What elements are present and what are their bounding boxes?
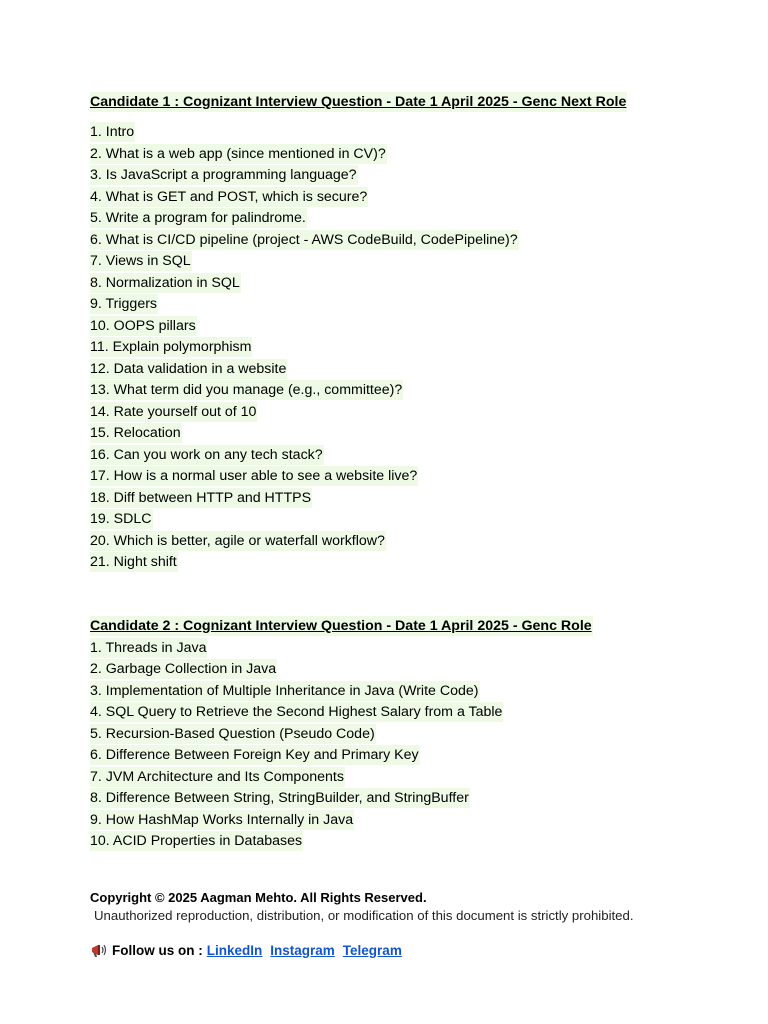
question-item: [90, 359, 730, 381]
question-text: 21. Night shift: [90, 554, 177, 570]
instagram-link[interactable]: Instagram: [270, 942, 335, 958]
question-text: 1. Threads in Java: [90, 639, 207, 656]
question-item: [90, 316, 730, 338]
question-item: [90, 445, 730, 467]
question-text: 2. Garbage Collection in Java: [90, 661, 277, 677]
question-item: [90, 380, 730, 402]
question-item: [90, 767, 730, 789]
question-text: 13. What term did you manage (e.g., committee)?: [90, 382, 403, 398]
follow-us-row: [90, 942, 406, 958]
telegram-link[interactable]: Telegram: [342, 942, 402, 958]
question-item: [90, 509, 730, 531]
question-item: [90, 788, 730, 810]
question-item: [90, 122, 730, 144]
question-text: 17. How is a normal user able to see a website live?: [90, 468, 418, 484]
follow-label: Follow us on :: [112, 942, 203, 958]
copyright-notice: Unauthorized reproduction, distribution, or modification of this document is strictly prohibited.: [94, 908, 634, 923]
question-text: 7. Views in SQL: [90, 253, 191, 269]
question-text: 8. Difference Between String, StringBuilder, and StringBuffer: [90, 790, 469, 806]
question-text: 11. Explain polymorphism: [90, 339, 252, 355]
copyright-text: Copyright © 2025 Aagman Mehto. All Rights Reserved.: [90, 890, 427, 905]
question-item: [90, 337, 730, 359]
section1-title: Candidate 1 : Cognizant Interview Question - Date 1 April 2025 - Genc Next Role: [90, 94, 627, 110]
question-text: 9. Triggers: [90, 296, 158, 312]
question-item: [90, 208, 730, 230]
section-gap: [90, 574, 730, 616]
question-text: 1. Intro: [90, 124, 135, 140]
question-text: 9. How HashMap Works Internally in Java: [90, 811, 354, 828]
question-text: 2. What is a web app (since mentioned in CV)?: [90, 145, 386, 162]
question-item: [90, 638, 730, 660]
section2-title: Candidate 2 : Cognizant Interview Question - Date 1 April 2025 - Genc Role: [90, 617, 592, 634]
question-text: 6. What is CI/CD pipeline (project - AWS CodeBuild, CodePipeline)?: [90, 231, 518, 248]
question-text: 16. Can you work on any tech stack?: [90, 446, 323, 463]
question-item: [90, 552, 730, 574]
question-item: [90, 810, 730, 832]
question-item: [90, 402, 730, 424]
question-text: 20. Which is better, agile or waterfall workflow?: [90, 532, 385, 549]
section2-question-list: [90, 638, 730, 853]
question-item: [90, 423, 730, 445]
question-text: 10. OOPS pillars: [90, 317, 196, 334]
question-item: [90, 144, 730, 166]
question-item: [90, 659, 730, 681]
question-text: 15. Relocation: [90, 425, 181, 441]
question-text: 10. ACID Properties in Databases: [90, 833, 303, 849]
question-text: 5. Recursion-Based Question (Pseudo Code): [90, 725, 375, 742]
question-item: [90, 273, 730, 295]
question-text: 3. Implementation of Multiple Inheritance in Java (Write Code): [90, 682, 479, 699]
question-text: 4. What is GET and POST, which is secure?: [90, 188, 368, 205]
megaphone-icon: [90, 942, 108, 958]
question-item: [90, 230, 730, 252]
question-item: [90, 466, 730, 488]
question-item: [90, 165, 730, 187]
question-item: [90, 531, 730, 553]
question-item: [90, 251, 730, 273]
section1-heading-row: [90, 92, 730, 122]
question-item: [90, 294, 730, 316]
linkedin-link[interactable]: LinkedIn: [206, 942, 263, 958]
question-text: 19. SDLC: [90, 511, 152, 527]
question-text: 8. Normalization in SQL: [90, 274, 240, 291]
question-item: [90, 745, 730, 767]
question-text: 7. JVM Architecture and Its Components: [90, 768, 344, 785]
question-text: 12. Data validation in a website: [90, 360, 287, 377]
question-item: [90, 702, 730, 724]
question-item: [90, 187, 730, 209]
section2-heading-row: [90, 616, 730, 638]
question-item: [90, 488, 730, 510]
question-item: [90, 681, 730, 703]
question-item: [90, 724, 730, 746]
question-text: 18. Diff between HTTP and HTTPS: [90, 489, 312, 506]
question-text: 6. Difference Between Foreign Key and Primary Key: [90, 747, 419, 763]
document-body: [90, 92, 730, 853]
question-text: 4. SQL Query to Retrieve the Second Highest Salary from a Table: [90, 704, 503, 720]
section1-question-list: [90, 122, 730, 574]
question-item: [90, 831, 730, 853]
question-text: 3. Is JavaScript a programming language?: [90, 167, 357, 183]
question-text: 5. Write a program for palindrome.: [90, 210, 306, 226]
question-text: 14. Rate yourself out of 10: [90, 403, 257, 420]
